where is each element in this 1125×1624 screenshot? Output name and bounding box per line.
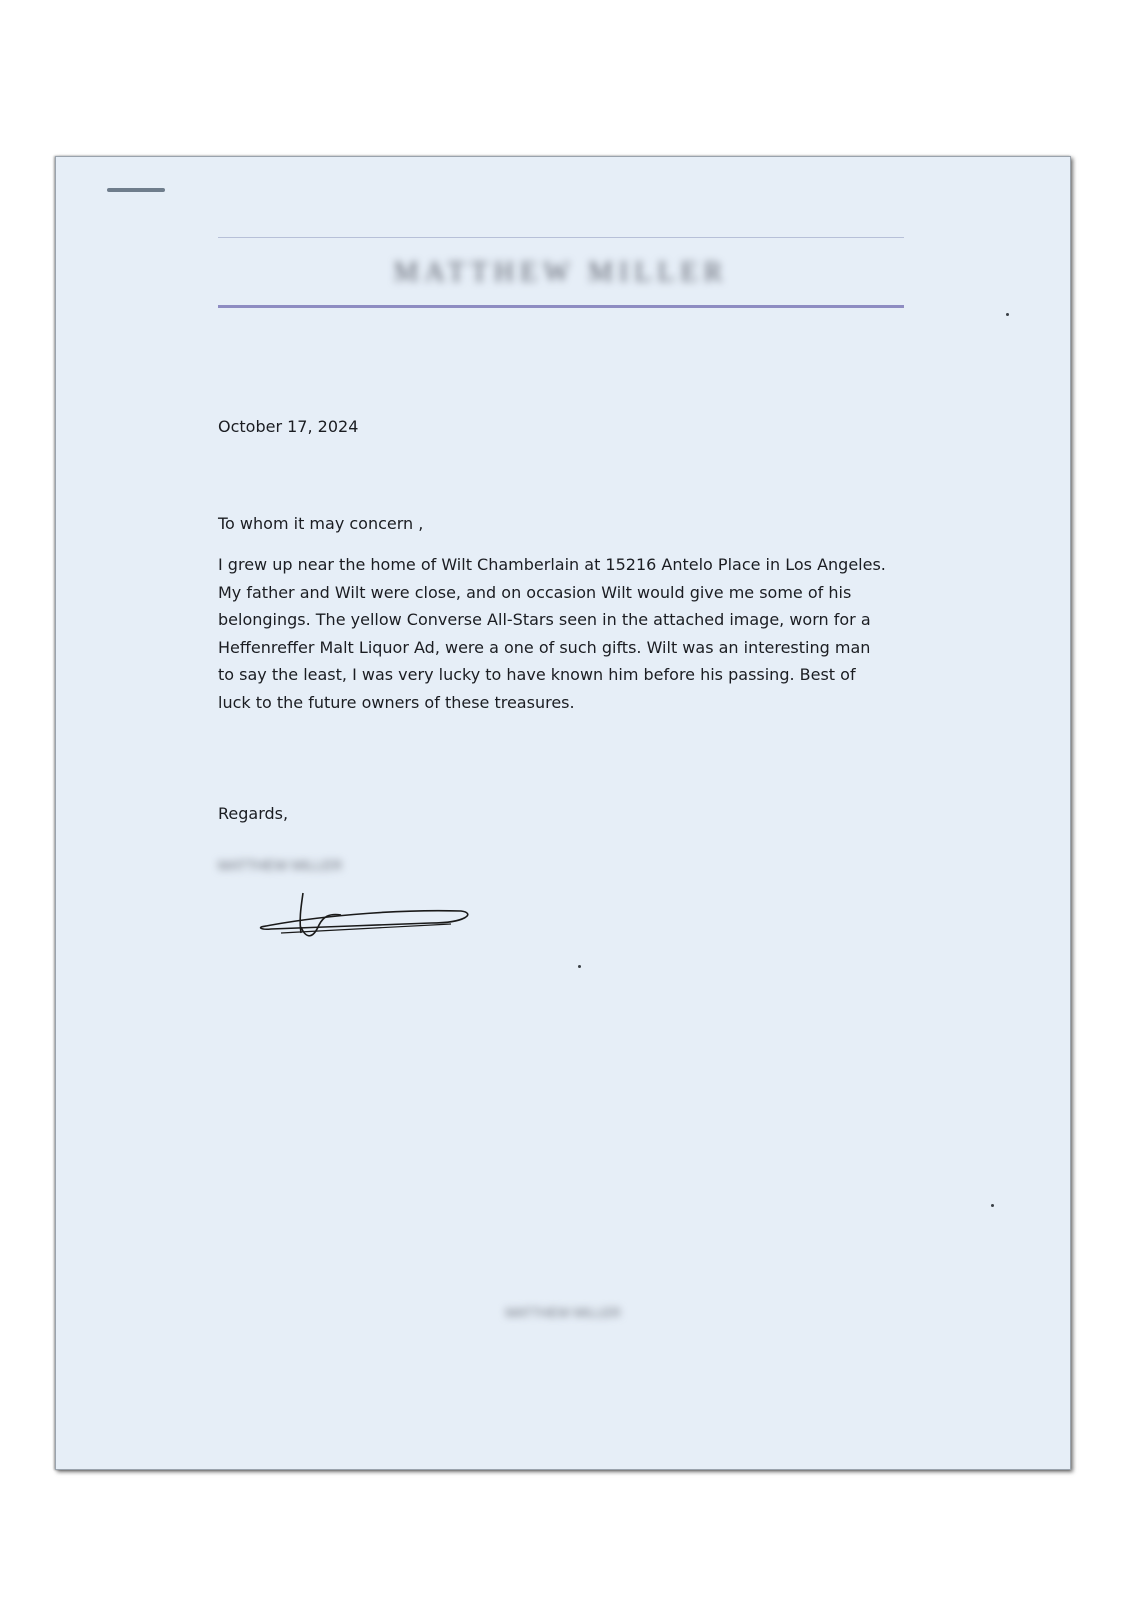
- footer-text: MATTHEW MILLER: [505, 1305, 621, 1320]
- signature: [251, 889, 471, 949]
- letterhead-bottom-rule: [218, 305, 904, 308]
- signer-name: MATTHEW MILLER: [218, 857, 343, 873]
- letter-body: I grew up near the home of Wilt Chamberlain at 15216 Antelo Place in Los Angeles. My father and Wilt were close, and on occasion Wilt would give me some of his belongings. The yellow Converse All-Stars seen in the attached image, worn for a Heffenreffer Malt Liquor Ad, were a one of such gifts. Wilt was an interesting man to say the least, I was very lucky to have known him before his passing. Best of luck to the future owners of these treasures.: [218, 555, 886, 712]
- paper-speck: [1006, 313, 1009, 316]
- letterhead-name: MATTHEW MILLER: [393, 257, 729, 288]
- letter-salutation: To whom it may concern ,: [218, 514, 424, 533]
- letter-page: [55, 156, 1071, 1470]
- stray-mark: [107, 188, 165, 192]
- letter-closing: Regards,: [218, 804, 289, 823]
- paper-speck: [991, 1204, 994, 1207]
- letter-date: October 17, 2024: [218, 417, 359, 436]
- paper-speck: [578, 965, 581, 968]
- letterhead-top-rule: [218, 237, 904, 238]
